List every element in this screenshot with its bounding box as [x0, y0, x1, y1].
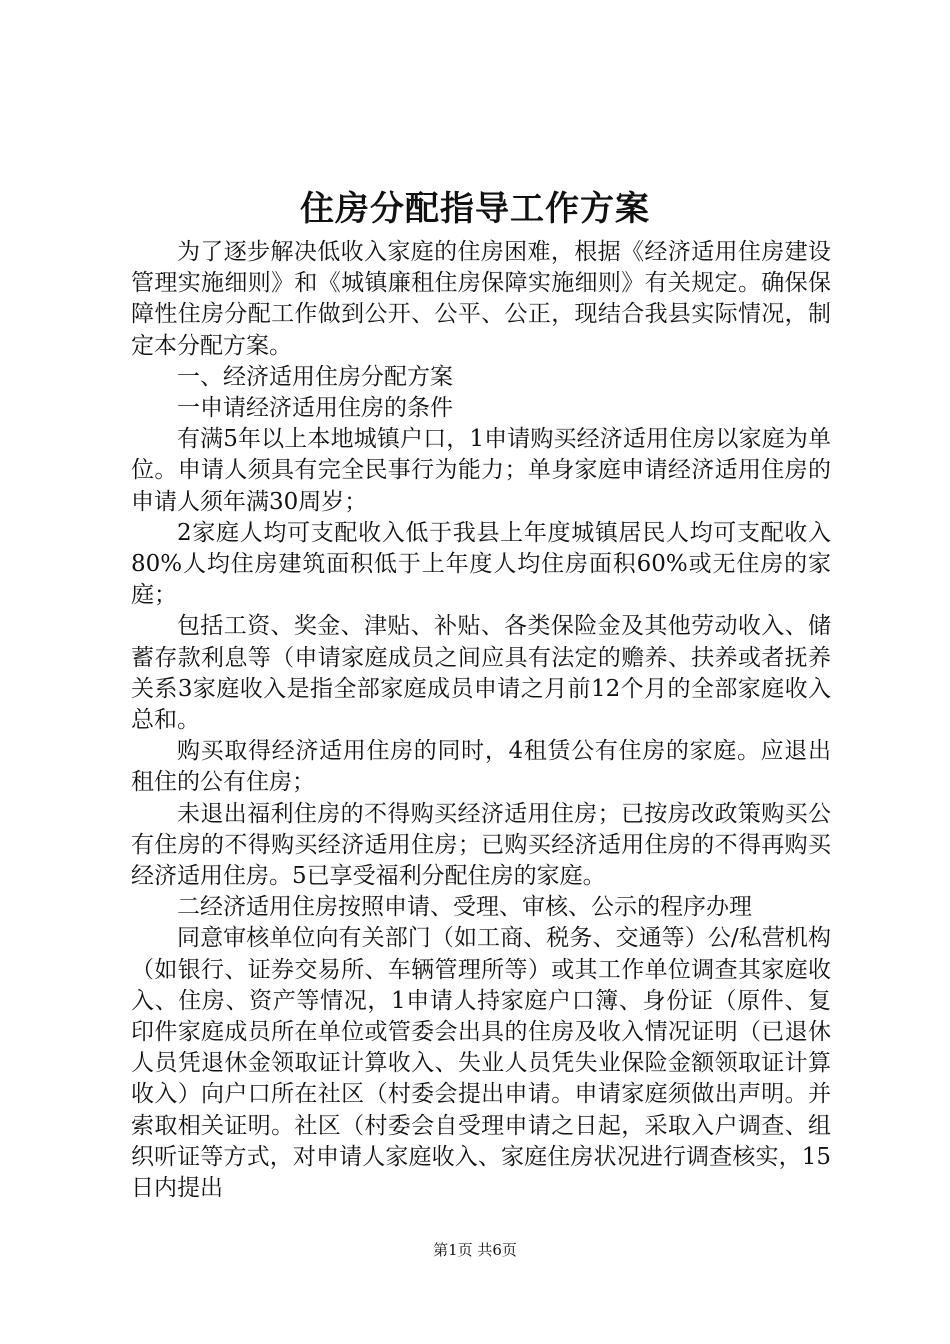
paragraph-intro: 为了逐步解决低收入家庭的住房困难，根据《经济适用住房建设管理实施细则》和《城镇廉租住房保障实施细则》有关规定。确保保障性住房分配工作做到公开、公平、公正，现结合我县实际情况，制定本分配方案。 [131, 239, 831, 359]
document-title: 住房分配指导工作方案 [300, 189, 650, 229]
paragraph: 购买取得经济适用住房的同时，4租赁公有住房的家庭。应退出租住的公有住房； [131, 738, 831, 796]
paragraph: 未退出福利住房的不得购买经济适用住房；已按房改政策购买公有住房的不得购买经济适用住房；已购买经济适用住房的不得再购买经济适用住房。5已享受福利分配住房的家庭。 [131, 800, 831, 890]
paragraph: 包括工资、奖金、津贴、补贴、各类保险金及其他劳动收入、储蓄存款利息等（申请家庭成员之间应具有法定的赡养、扶养或者抚养关系3家庭收入是指全部家庭成员申请之月前12个月的全部家庭收入总和。 [131, 613, 831, 734]
paragraph: 有满5年以上本地城镇户口，1申请购买经济适用住房以家庭为单位。申请人须具有完全民事行为能力；单身家庭申请经济适用住房的申请人须年满30周岁； [131, 426, 831, 515]
paragraph: 同意审核单位向有关部门（如工商、税务、交通等）公/私营机构（如银行、证券交易所、车辆管理所等）或其工作单位调查其家庭收入、住房、资产等情况，1申请人持家庭户口簿、身份证（原件、复印件家庭成员所在单位或管委会出具的住房及收入情况证明（已退休人员凭退休金领取证计算收入、失业人员凭失业保险金额领取证计算收入）向户口所在社区（村委会提出申请。申请家庭须做出声明。并索取相关证明。社区（村委会自受理申请之日起，采取入户调查、组织听证等方式，对申请人家庭收入、家庭住房状况进行调查核实，15日内提出 [131, 925, 831, 1202]
page-footer: 第1页 共6页 [433, 1241, 517, 1259]
subsection-heading-1: 一申请经济适用住房的条件 [177, 395, 453, 422]
subsection-heading-2: 二经济适用住房按照申请、受理、审核、公示的程序办理 [177, 894, 752, 921]
section-heading-1: 一、经济适用住房分配方案 [177, 363, 453, 390]
paragraph: 2家庭人均可支配收入低于我县上年度城镇居民人均可支配收入80%人均住房建筑面积低于上年度人均住房面积60%或无住房的家庭； [131, 519, 831, 609]
document-body [131, 237, 831, 1204]
